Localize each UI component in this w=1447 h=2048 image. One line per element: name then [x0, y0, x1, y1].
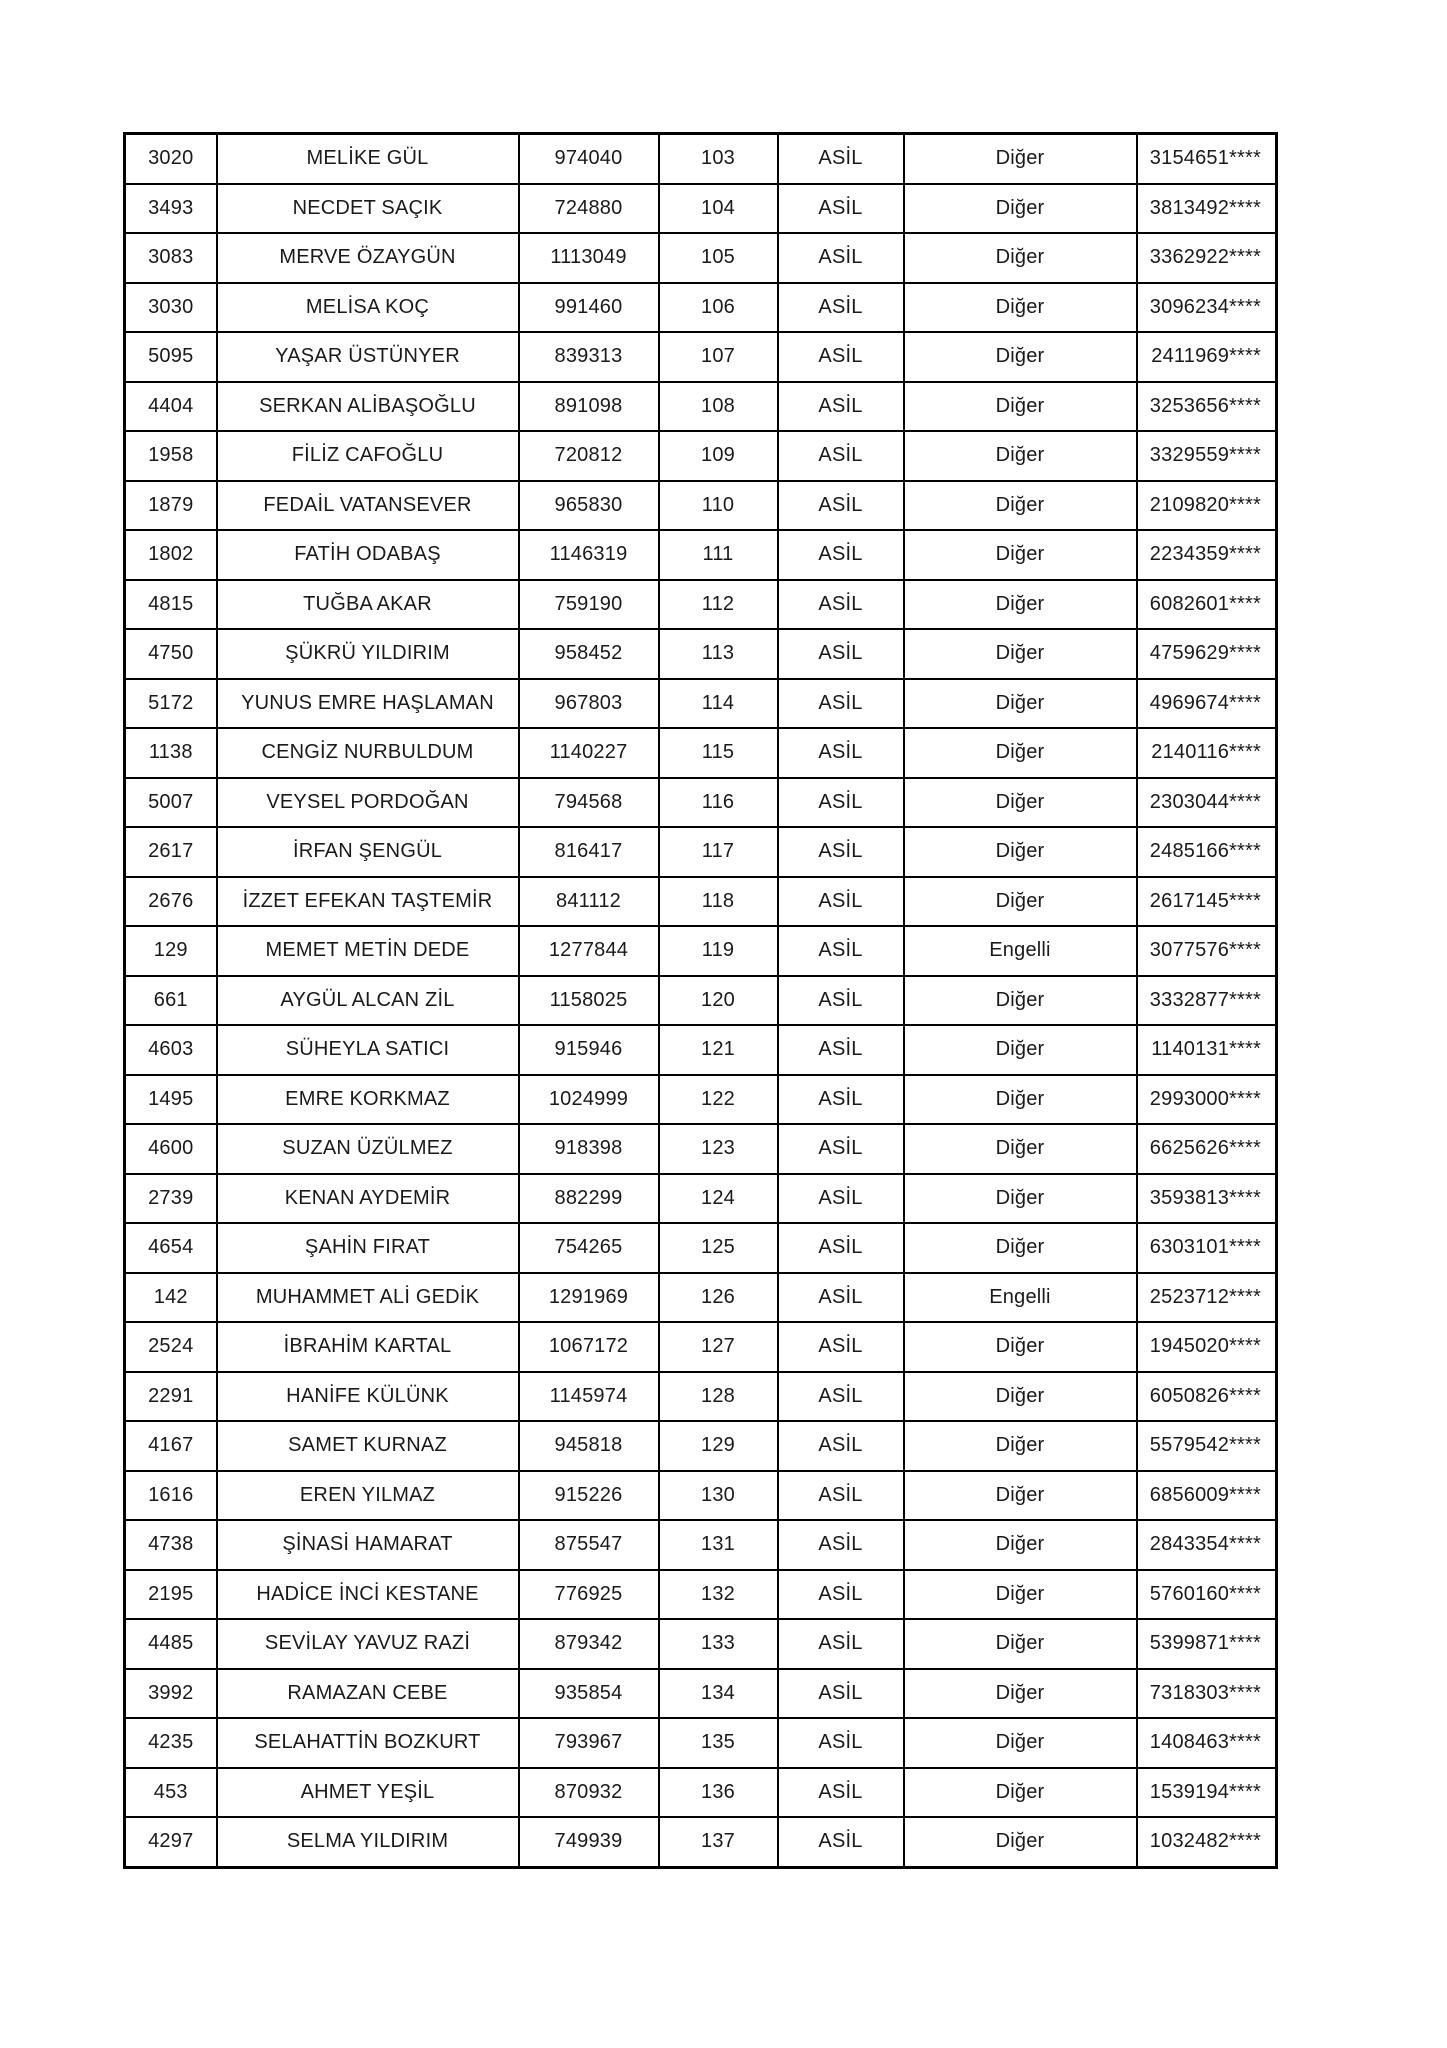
cell-masked-id: 1539194****	[1137, 1768, 1277, 1818]
cell-quota-type: Diğer	[904, 580, 1137, 630]
cell-full-name: MELİKE GÜL	[217, 134, 519, 184]
cell-rank: 109	[659, 431, 778, 481]
cell-masked-id: 6625626****	[1137, 1124, 1277, 1174]
cell-status: ASİL	[778, 580, 904, 630]
cell-application-no: 3992	[125, 1669, 217, 1719]
table-row	[125, 1669, 1277, 1719]
cell-score: 1140227	[519, 728, 659, 778]
cell-rank: 118	[659, 877, 778, 927]
cell-masked-id: 3077576****	[1137, 926, 1277, 976]
cell-quota-type: Diğer	[904, 283, 1137, 333]
cell-rank: 117	[659, 827, 778, 877]
cell-masked-id: 6050826****	[1137, 1372, 1277, 1422]
cell-masked-id: 4759629****	[1137, 629, 1277, 679]
table-row	[125, 827, 1277, 877]
cell-status: ASİL	[778, 976, 904, 1026]
cell-application-no: 4603	[125, 1025, 217, 1075]
cell-status: ASİL	[778, 1124, 904, 1174]
cell-rank: 133	[659, 1619, 778, 1669]
cell-quota-type: Diğer	[904, 1570, 1137, 1620]
table-row	[125, 778, 1277, 828]
cell-quota-type: Diğer	[904, 1768, 1137, 1818]
cell-rank: 110	[659, 481, 778, 531]
cell-full-name: FATİH ODABAŞ	[217, 530, 519, 580]
cell-status: ASİL	[778, 1768, 904, 1818]
table-row	[125, 1075, 1277, 1125]
table-row	[125, 580, 1277, 630]
cell-full-name: İZZET EFEKAN TAŞTEMİR	[217, 877, 519, 927]
cell-status: ASİL	[778, 1322, 904, 1372]
cell-quota-type: Diğer	[904, 1174, 1137, 1224]
cell-application-no: 4485	[125, 1619, 217, 1669]
cell-full-name: FİLİZ CAFOĞLU	[217, 431, 519, 481]
cell-quota-type: Diğer	[904, 827, 1137, 877]
cell-score: 935854	[519, 1669, 659, 1719]
cell-masked-id: 6303101****	[1137, 1223, 1277, 1273]
cell-application-no: 4297	[125, 1817, 217, 1867]
cell-full-name: MELİSA KOÇ	[217, 283, 519, 333]
cell-score: 1146319	[519, 530, 659, 580]
cell-status: ASİL	[778, 679, 904, 729]
cell-rank: 129	[659, 1421, 778, 1471]
cell-status: ASİL	[778, 431, 904, 481]
cell-rank: 111	[659, 530, 778, 580]
cell-full-name: İRFAN ŞENGÜL	[217, 827, 519, 877]
cell-full-name: İBRAHİM KARTAL	[217, 1322, 519, 1372]
table-row	[125, 976, 1277, 1026]
cell-score: 974040	[519, 134, 659, 184]
cell-quota-type: Diğer	[904, 728, 1137, 778]
cell-rank: 107	[659, 332, 778, 382]
cell-quota-type: Engelli	[904, 1273, 1137, 1323]
table-row	[125, 679, 1277, 729]
cell-quota-type: Diğer	[904, 481, 1137, 531]
cell-application-no: 661	[125, 976, 217, 1026]
table-row	[125, 233, 1277, 283]
cell-rank: 108	[659, 382, 778, 432]
table-row	[125, 629, 1277, 679]
cell-full-name: ŞAHİN FIRAT	[217, 1223, 519, 1273]
cell-status: ASİL	[778, 1520, 904, 1570]
cell-masked-id: 2485166****	[1137, 827, 1277, 877]
cell-application-no: 2676	[125, 877, 217, 927]
table-row	[125, 1223, 1277, 1273]
cell-application-no: 2291	[125, 1372, 217, 1422]
cell-quota-type: Diğer	[904, 976, 1137, 1026]
cell-rank: 134	[659, 1669, 778, 1719]
table-row	[125, 877, 1277, 927]
cell-masked-id: 3332877****	[1137, 976, 1277, 1026]
cell-quota-type: Diğer	[904, 1619, 1137, 1669]
cell-masked-id: 2303044****	[1137, 778, 1277, 828]
cell-score: 759190	[519, 580, 659, 630]
cell-full-name: AHMET YEŞİL	[217, 1768, 519, 1818]
cell-status: ASİL	[778, 926, 904, 976]
cell-quota-type: Diğer	[904, 1025, 1137, 1075]
cell-rank: 115	[659, 728, 778, 778]
cell-quota-type: Diğer	[904, 1124, 1137, 1174]
cell-rank: 103	[659, 134, 778, 184]
cell-full-name: KENAN AYDEMİR	[217, 1174, 519, 1224]
cell-score: 967803	[519, 679, 659, 729]
cell-masked-id: 6082601****	[1137, 580, 1277, 630]
cell-full-name: CENGİZ NURBULDUM	[217, 728, 519, 778]
cell-status: ASİL	[778, 184, 904, 234]
table-row	[125, 1718, 1277, 1768]
cell-quota-type: Diğer	[904, 1322, 1137, 1372]
cell-masked-id: 2109820****	[1137, 481, 1277, 531]
cell-masked-id: 2140116****	[1137, 728, 1277, 778]
cell-quota-type: Diğer	[904, 679, 1137, 729]
cell-score: 882299	[519, 1174, 659, 1224]
table-row	[125, 1025, 1277, 1075]
cell-application-no: 1495	[125, 1075, 217, 1125]
cell-score: 793967	[519, 1718, 659, 1768]
cell-rank: 112	[659, 580, 778, 630]
cell-score: 1158025	[519, 976, 659, 1026]
cell-status: ASİL	[778, 827, 904, 877]
cell-score: 915226	[519, 1471, 659, 1521]
cell-full-name: ŞÜKRÜ YILDIRIM	[217, 629, 519, 679]
cell-full-name: VEYSEL PORDOĞAN	[217, 778, 519, 828]
cell-full-name: SUZAN ÜZÜLMEZ	[217, 1124, 519, 1174]
cell-masked-id: 5579542****	[1137, 1421, 1277, 1471]
cell-score: 875547	[519, 1520, 659, 1570]
cell-application-no: 1879	[125, 481, 217, 531]
cell-rank: 116	[659, 778, 778, 828]
cell-score: 918398	[519, 1124, 659, 1174]
table-row	[125, 184, 1277, 234]
cell-full-name: AYGÜL ALCAN ZİL	[217, 976, 519, 1026]
cell-application-no: 2524	[125, 1322, 217, 1372]
cell-score: 1024999	[519, 1075, 659, 1125]
cell-full-name: ŞİNASİ HAMARAT	[217, 1520, 519, 1570]
cell-status: ASİL	[778, 1174, 904, 1224]
cell-application-no: 3493	[125, 184, 217, 234]
cell-application-no: 4815	[125, 580, 217, 630]
cell-status: ASİL	[778, 134, 904, 184]
cell-application-no: 142	[125, 1273, 217, 1323]
cell-application-no: 4750	[125, 629, 217, 679]
table-row	[125, 1520, 1277, 1570]
cell-quota-type: Engelli	[904, 926, 1137, 976]
cell-quota-type: Diğer	[904, 382, 1137, 432]
table-row	[125, 1124, 1277, 1174]
table-row	[125, 1273, 1277, 1323]
cell-status: ASİL	[778, 1669, 904, 1719]
results-table	[123, 132, 1278, 1869]
table-row	[125, 332, 1277, 382]
cell-application-no: 3030	[125, 283, 217, 333]
cell-rank: 125	[659, 1223, 778, 1273]
cell-status: ASİL	[778, 283, 904, 333]
table-row	[125, 1817, 1277, 1867]
cell-quota-type: Diğer	[904, 233, 1137, 283]
cell-score: 991460	[519, 283, 659, 333]
cell-status: ASİL	[778, 1075, 904, 1125]
cell-masked-id: 1032482****	[1137, 1817, 1277, 1867]
cell-status: ASİL	[778, 877, 904, 927]
cell-status: ASİL	[778, 1718, 904, 1768]
cell-rank: 119	[659, 926, 778, 976]
cell-quota-type: Diğer	[904, 134, 1137, 184]
cell-full-name: FEDAİL VATANSEVER	[217, 481, 519, 531]
cell-masked-id: 3154651****	[1137, 134, 1277, 184]
cell-quota-type: Diğer	[904, 184, 1137, 234]
cell-status: ASİL	[778, 1619, 904, 1669]
cell-full-name: SERKAN ALİBAŞOĞLU	[217, 382, 519, 432]
cell-quota-type: Diğer	[904, 877, 1137, 927]
cell-score: 965830	[519, 481, 659, 531]
cell-application-no: 129	[125, 926, 217, 976]
table-row	[125, 728, 1277, 778]
cell-full-name: HADİCE İNCİ KESTANE	[217, 1570, 519, 1620]
cell-application-no: 5172	[125, 679, 217, 729]
cell-rank: 132	[659, 1570, 778, 1620]
cell-masked-id: 4969674****	[1137, 679, 1277, 729]
cell-rank: 106	[659, 283, 778, 333]
cell-application-no: 4167	[125, 1421, 217, 1471]
cell-masked-id: 3096234****	[1137, 283, 1277, 333]
table-row	[125, 283, 1277, 333]
cell-full-name: HANİFE KÜLÜNK	[217, 1372, 519, 1422]
cell-application-no: 4404	[125, 382, 217, 432]
cell-quota-type: Diğer	[904, 1471, 1137, 1521]
table-row	[125, 926, 1277, 976]
table-row	[125, 1570, 1277, 1620]
cell-rank: 131	[659, 1520, 778, 1570]
cell-rank: 137	[659, 1817, 778, 1867]
cell-masked-id: 1140131****	[1137, 1025, 1277, 1075]
cell-rank: 126	[659, 1273, 778, 1323]
table-row	[125, 1471, 1277, 1521]
cell-quota-type: Diğer	[904, 1075, 1137, 1125]
table-row	[125, 431, 1277, 481]
table-row	[125, 1174, 1277, 1224]
cell-rank: 114	[659, 679, 778, 729]
cell-quota-type: Diğer	[904, 431, 1137, 481]
cell-masked-id: 3253656****	[1137, 382, 1277, 432]
cell-status: ASİL	[778, 778, 904, 828]
cell-rank: 127	[659, 1322, 778, 1372]
cell-quota-type: Diğer	[904, 1718, 1137, 1768]
cell-score: 915946	[519, 1025, 659, 1075]
cell-status: ASİL	[778, 530, 904, 580]
cell-status: ASİL	[778, 1372, 904, 1422]
cell-score: 870932	[519, 1768, 659, 1818]
cell-masked-id: 1408463****	[1137, 1718, 1277, 1768]
cell-application-no: 1138	[125, 728, 217, 778]
cell-status: ASİL	[778, 1421, 904, 1471]
cell-masked-id: 2617145****	[1137, 877, 1277, 927]
cell-masked-id: 2993000****	[1137, 1075, 1277, 1125]
cell-score: 879342	[519, 1619, 659, 1669]
cell-quota-type: Diğer	[904, 1372, 1137, 1422]
cell-rank: 136	[659, 1768, 778, 1818]
table-row	[125, 530, 1277, 580]
cell-status: ASİL	[778, 1223, 904, 1273]
cell-score: 1145974	[519, 1372, 659, 1422]
cell-application-no: 1616	[125, 1471, 217, 1521]
cell-full-name: YAŞAR ÜSTÜNYER	[217, 332, 519, 382]
cell-application-no: 4738	[125, 1520, 217, 1570]
cell-rank: 104	[659, 184, 778, 234]
cell-score: 958452	[519, 629, 659, 679]
table-row	[125, 1619, 1277, 1669]
table-row	[125, 481, 1277, 531]
cell-full-name: RAMAZAN CEBE	[217, 1669, 519, 1719]
cell-masked-id: 7318303****	[1137, 1669, 1277, 1719]
cell-application-no: 453	[125, 1768, 217, 1818]
cell-masked-id: 6856009****	[1137, 1471, 1277, 1521]
cell-quota-type: Diğer	[904, 629, 1137, 679]
cell-masked-id: 3362922****	[1137, 233, 1277, 283]
cell-masked-id: 2411969****	[1137, 332, 1277, 382]
cell-status: ASİL	[778, 1817, 904, 1867]
cell-masked-id: 2234359****	[1137, 530, 1277, 580]
cell-quota-type: Diğer	[904, 778, 1137, 828]
cell-quota-type: Diğer	[904, 1520, 1137, 1570]
cell-rank: 113	[659, 629, 778, 679]
cell-full-name: TUĞBA AKAR	[217, 580, 519, 630]
cell-quota-type: Diğer	[904, 530, 1137, 580]
cell-status: ASİL	[778, 332, 904, 382]
cell-application-no: 5095	[125, 332, 217, 382]
cell-score: 816417	[519, 827, 659, 877]
cell-rank: 124	[659, 1174, 778, 1224]
table-row	[125, 1421, 1277, 1471]
cell-status: ASİL	[778, 728, 904, 778]
table-row	[125, 382, 1277, 432]
cell-masked-id: 3813492****	[1137, 184, 1277, 234]
cell-masked-id: 2523712****	[1137, 1273, 1277, 1323]
cell-score: 841112	[519, 877, 659, 927]
cell-quota-type: Diğer	[904, 1817, 1137, 1867]
cell-status: ASİL	[778, 1025, 904, 1075]
cell-full-name: NECDET SAÇIK	[217, 184, 519, 234]
cell-full-name: MEMET METİN DEDE	[217, 926, 519, 976]
cell-full-name: SELAHATTİN BOZKURT	[217, 1718, 519, 1768]
table-row	[125, 1768, 1277, 1818]
cell-application-no: 2617	[125, 827, 217, 877]
cell-full-name: SAMET KURNAZ	[217, 1421, 519, 1471]
cell-application-no: 4654	[125, 1223, 217, 1273]
cell-masked-id: 5399871****	[1137, 1619, 1277, 1669]
cell-full-name: MUHAMMET ALİ GEDİK	[217, 1273, 519, 1323]
cell-application-no: 1958	[125, 431, 217, 481]
cell-score: 1291969	[519, 1273, 659, 1323]
cell-application-no: 5007	[125, 778, 217, 828]
cell-status: ASİL	[778, 233, 904, 283]
cell-full-name: MERVE ÖZAYGÜN	[217, 233, 519, 283]
cell-full-name: SÜHEYLA SATICI	[217, 1025, 519, 1075]
cell-score: 724880	[519, 184, 659, 234]
cell-rank: 135	[659, 1718, 778, 1768]
cell-rank: 130	[659, 1471, 778, 1521]
cell-masked-id: 1945020****	[1137, 1322, 1277, 1372]
cell-score: 794568	[519, 778, 659, 828]
cell-score: 1067172	[519, 1322, 659, 1372]
cell-score: 945818	[519, 1421, 659, 1471]
cell-application-no: 2195	[125, 1570, 217, 1620]
cell-status: ASİL	[778, 382, 904, 432]
cell-quota-type: Diğer	[904, 1223, 1137, 1273]
cell-score: 754265	[519, 1223, 659, 1273]
cell-application-no: 3083	[125, 233, 217, 283]
table-row	[125, 1372, 1277, 1422]
cell-status: ASİL	[778, 1570, 904, 1620]
cell-score: 776925	[519, 1570, 659, 1620]
cell-full-name: YUNUS EMRE HAŞLAMAN	[217, 679, 519, 729]
cell-score: 1113049	[519, 233, 659, 283]
cell-application-no: 1802	[125, 530, 217, 580]
cell-application-no: 4600	[125, 1124, 217, 1174]
table-row	[125, 1322, 1277, 1372]
cell-full-name: EMRE KORKMAZ	[217, 1075, 519, 1125]
cell-score: 891098	[519, 382, 659, 432]
cell-full-name: SELMA YILDIRIM	[217, 1817, 519, 1867]
cell-application-no: 3020	[125, 134, 217, 184]
cell-full-name: SEVİLAY YAVUZ RAZİ	[217, 1619, 519, 1669]
cell-quota-type: Diğer	[904, 332, 1137, 382]
table-row	[125, 134, 1277, 184]
cell-status: ASİL	[778, 1471, 904, 1521]
cell-masked-id: 5760160****	[1137, 1570, 1277, 1620]
cell-application-no: 2739	[125, 1174, 217, 1224]
cell-application-no: 4235	[125, 1718, 217, 1768]
cell-masked-id: 3593813****	[1137, 1174, 1277, 1224]
cell-score: 1277844	[519, 926, 659, 976]
cell-rank: 121	[659, 1025, 778, 1075]
cell-rank: 123	[659, 1124, 778, 1174]
cell-score: 749939	[519, 1817, 659, 1867]
cell-masked-id: 2843354****	[1137, 1520, 1277, 1570]
cell-status: ASİL	[778, 481, 904, 531]
cell-score: 839313	[519, 332, 659, 382]
cell-quota-type: Diğer	[904, 1669, 1137, 1719]
cell-status: ASİL	[778, 1273, 904, 1323]
cell-masked-id: 3329559****	[1137, 431, 1277, 481]
cell-full-name: EREN YILMAZ	[217, 1471, 519, 1521]
cell-rank: 120	[659, 976, 778, 1026]
cell-rank: 105	[659, 233, 778, 283]
cell-quota-type: Diğer	[904, 1421, 1137, 1471]
cell-rank: 122	[659, 1075, 778, 1125]
cell-rank: 128	[659, 1372, 778, 1422]
results-table-body	[125, 134, 1277, 1868]
cell-status: ASİL	[778, 629, 904, 679]
cell-score: 720812	[519, 431, 659, 481]
